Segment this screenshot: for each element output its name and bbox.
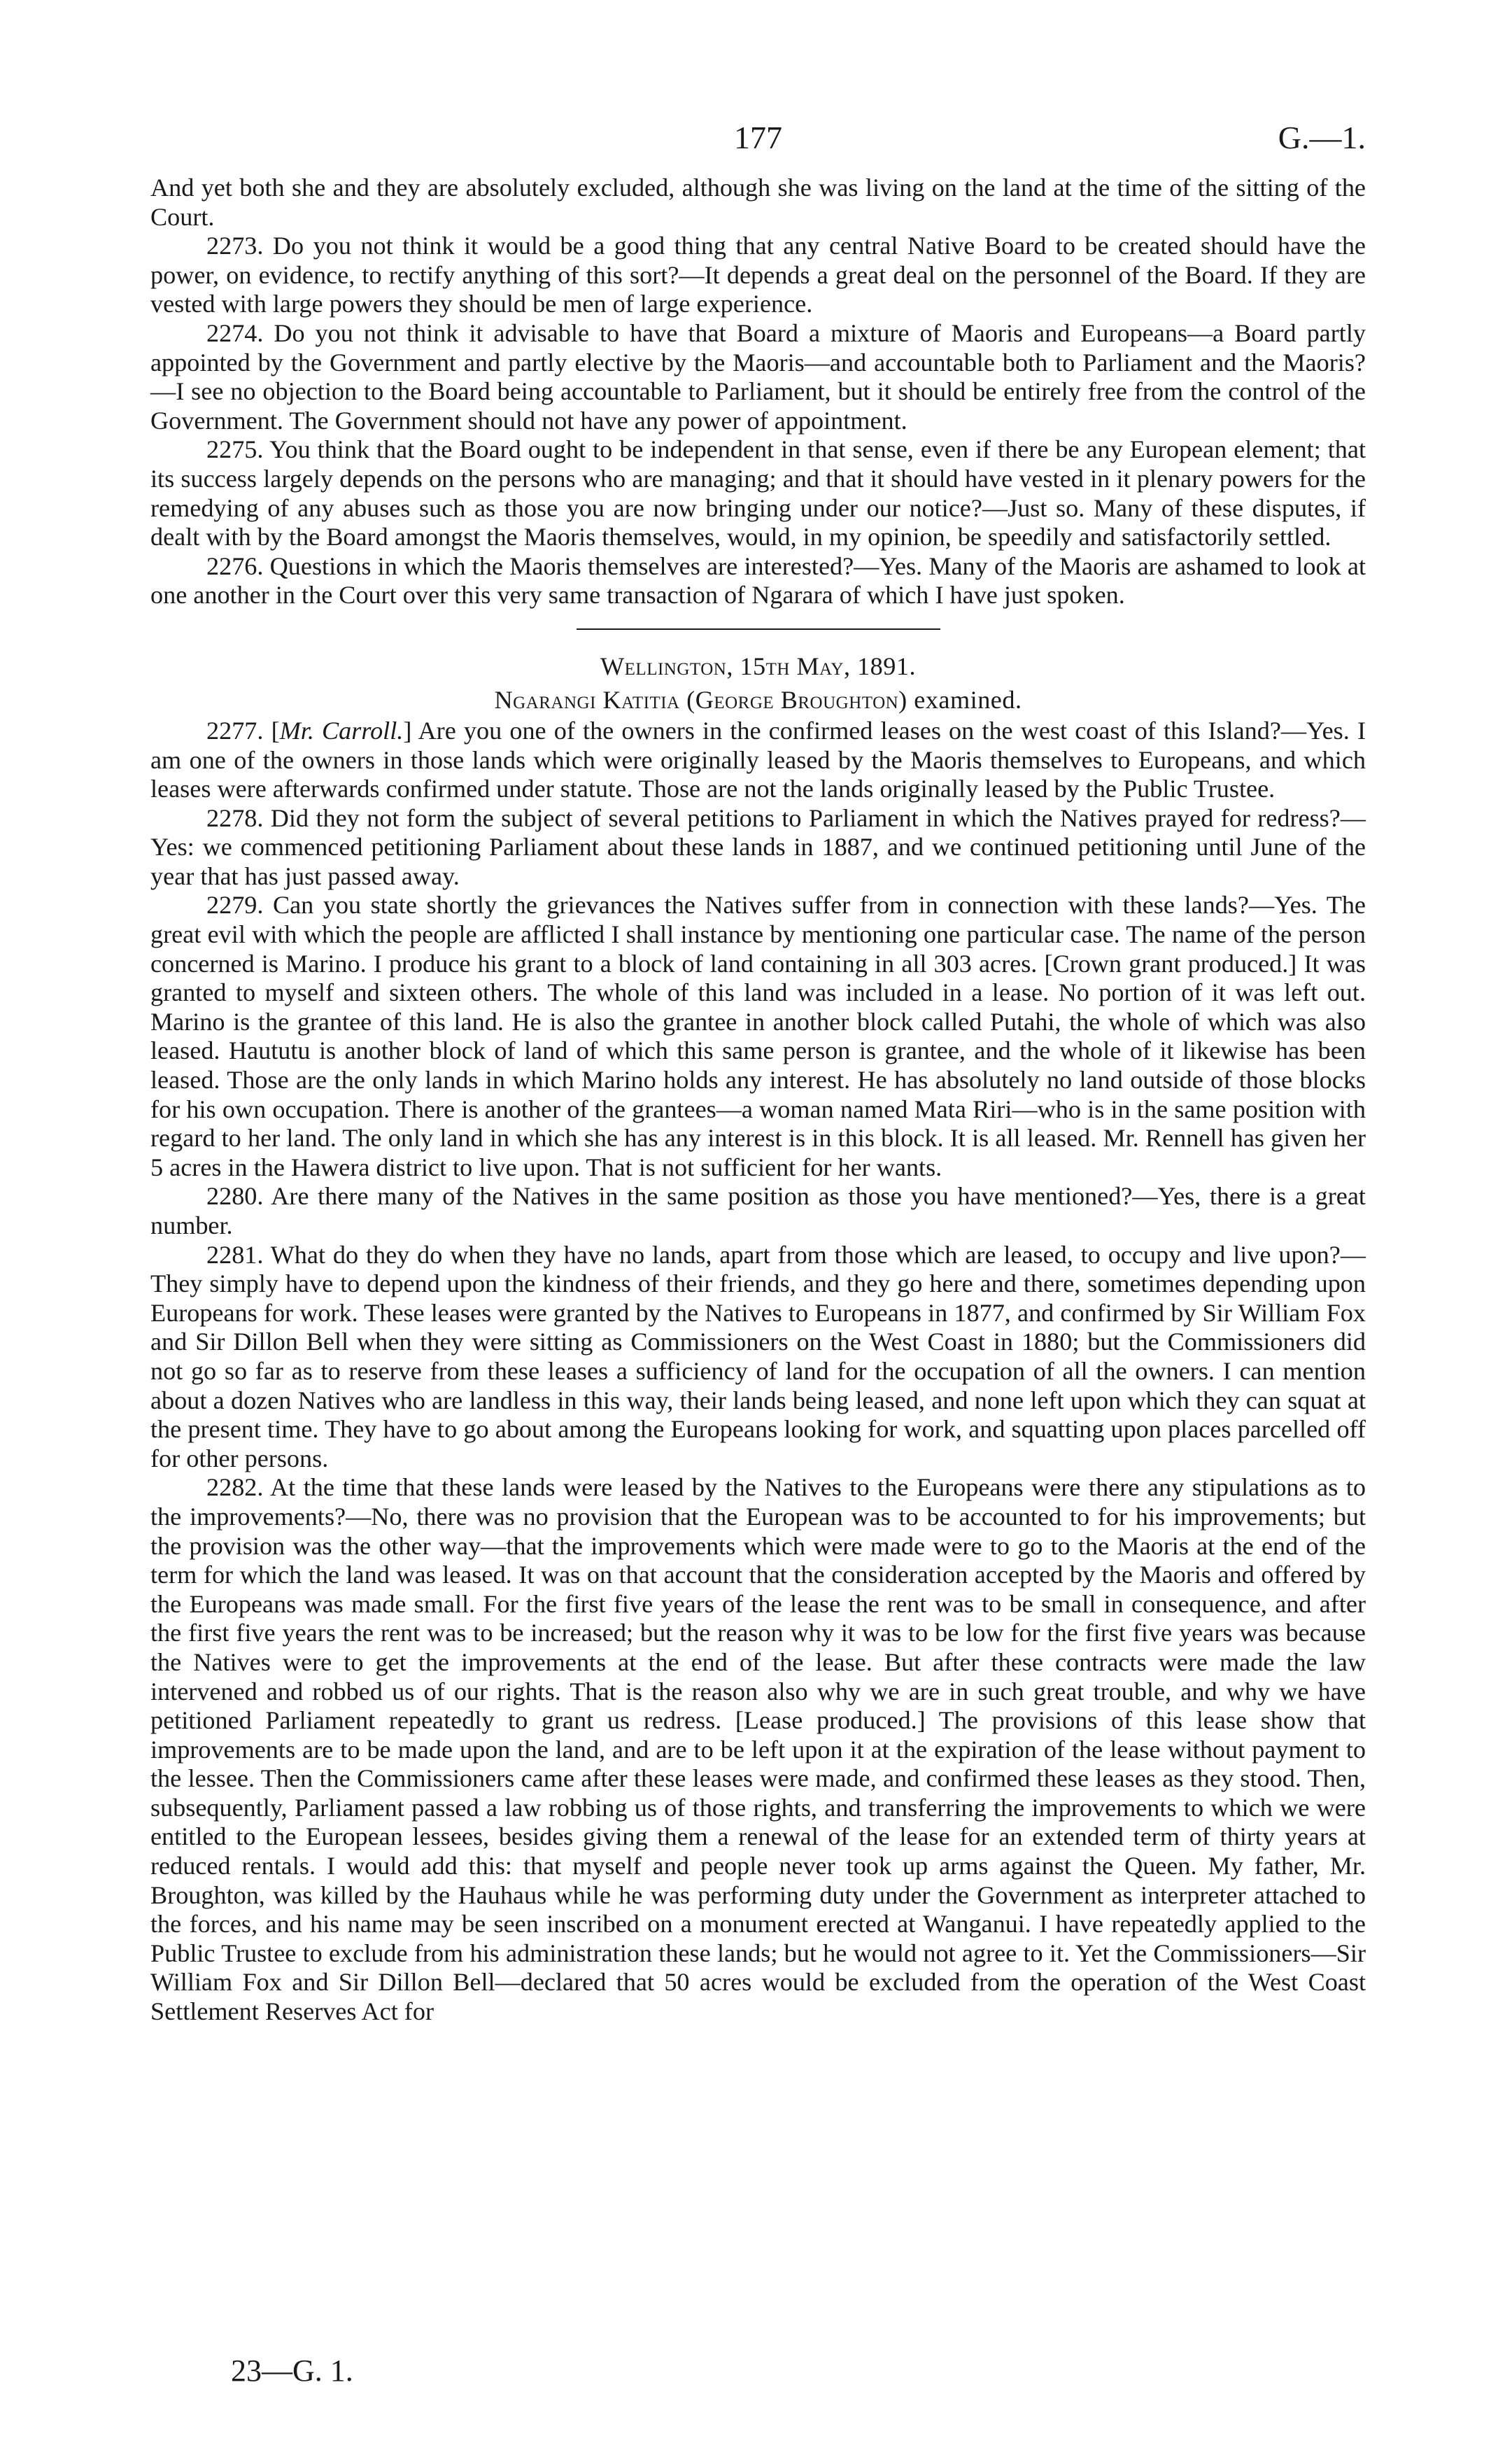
document-page	[150, 119, 1366, 2027]
witness-heading	[150, 683, 1366, 717]
paragraph-2273: 2273. Do you not think it would be a good thing that any central Native Board to be created should have the power, on evidence, to rectify anything of this sort?—It depends a great deal on the personnel of the Board. If they are vested with large powers they should be men of large experience.	[150, 232, 1366, 318]
body-text	[150, 174, 1366, 2027]
paragraph-2279: 2279. Can you state shortly the grievances the Natives suffer from in connection with these lands?—Yes. The great evil with which the people are afflicted I shall instance by mentioning one particular case. The name of the person concerned is Marino. I produce his grant to a block of land containing in all 303 acres. [Crown grant produced.] It was granted to myself and sixteen others. The whole of this land was included in a lease. No portion of it was left out. Marino is the grantee of this land. He is also the grantee in another block called Putahi, the whole of which was also leased. Haututu is another block of land of which this same person is grantee, and the whole of it likewise has been leased. Those are the only lands in which Marino holds any interest. He has absolutely no land outside of those blocks for his own occupation. There is another of the grantees—a woman named Mata Riri—who is in the same position with regard to her land. The only land in which she has any interest is in this block. It is all leased. Mr. Rennell has given her 5 acres in the Hawera district to live upon. That is not sufficient for her wants.	[150, 891, 1366, 1181]
document-code: G.—1.	[1278, 120, 1366, 155]
paragraph-2278: 2278. Did they not form the subject of several petitions to Parliament in which the Natives prayed for redress?—Yes: we commenced petitioning Parliament about these lands in 1887, and we continued petitioning until June of the year that has just passed away.	[150, 803, 1366, 890]
paragraph-2277: 2277. [Mr. Carroll.] Are you one of the owners in the confirmed leases on the west coast of this Island?—Yes. I am one of the owners in those lands which were originally leased by the Maoris themselves to Europeans, and which leases were afterwards confirmed under statute. Those are not the lands originally leased by the Public Trustee.	[150, 716, 1366, 803]
paragraph-2276: 2276. Questions in which the Maoris themselves are interested?—Yes. Many of the Maoris are ashamed to look at one another in the Court over this very same transaction of Ngarara of which I have just spoken.	[150, 551, 1366, 610]
question-number: 2277.	[206, 716, 271, 745]
page-number: 177	[734, 120, 782, 155]
paragraph-2274: 2274. Do you not think it advisable to have that Board a mixture of Maoris and Europeans—a Board partly appointed by the Government and partly elective by the Maoris—and accountable both to Parliament and the Maoris?—I see no objection to the Board being accountable to Parliament, but it should be entirely free from the control of the Government. The Government should not have any power of appointment.	[150, 318, 1366, 435]
section-divider	[577, 628, 940, 630]
speaker-name: Mr. Carroll.	[279, 716, 404, 745]
paragraph-2280: 2280. Are there many of the Natives in the same position as those you have mentioned?—Yes, there is a great number.	[150, 1182, 1366, 1239]
paragraph-2282: 2282. At the time that these lands were leased by the Natives to the Europeans were there any stipulations as to the improvements?—No, there was no provision that the European was to be accounted to for his improvements; but the provision was the other way—that the improvements which were made were to go to the Maoris at the end of the term for which the land was leased. It was on that account that the consideration accepted by the Maoris and offered by the Europeans was made small. For the first five years of the lease the rent was to be small in consequence, and after the first five years the rent was to be increased; but the reason why it was to be low for the first five years was because the Natives were to get the improvements at the end of the lease. But after these contracts were made the law intervened and robbed us of our rights. That is the reason also why we are in such great trouble, and why we have petitioned Parliament repeatedly to grant us redress. [Lease produced.] The provisions of this lease show that improvements are to be made upon the land, and are to be left upon it at the expiration of the lease without payment to the lessee. Then the Commissioners came after these leases were made, and confirmed these leases as they stood. Then, subsequently, Parliament passed a law robbing us of those rights, and transferring the improvements to which we were entitled to the European lessees, besides giving them a renewal of the lease for an extended term of thirty years at reduced rentals. I would add this: that myself and people never took up arms against the Queen. My father, Mr. Broughton, was killed by the Hauhaus while he was performing duty under the Government as interpreter attached to the forces, and his name may be seen inscribed on a monument erected at Wanganui. I have repeatedly applied to the Public Trustee to exclude from his administration these lands; but he would not agree to it. Yet the Commissioners—Sir William Fox and Sir Dillon Bell—declared that 50 acres would be excluded from the operation of the West Coast Settlement Reserves Act for	[150, 1473, 1366, 2026]
witness-name: Ngarangi Katitia (George Broughton)	[494, 685, 907, 714]
paragraph-continuation: And yet both she and they are absolutely excluded, although she was living on the land at the time of the sitting of the Court.	[150, 174, 1366, 231]
page-footer-signature: 23—G. 1.	[231, 2354, 353, 2388]
question-text: ] Are you one of the owners in the confirmed leases on the west coast of this Island?—Yes. I am one of the owners in those lands which were originally leased by the Maoris themselves to Europeans, and which leases were afterwards confirmed under statute. Those are not the lands originally leased by the Public Trustee.	[150, 716, 1366, 803]
paragraph-2275: 2275. You think that the Board ought to be independent in that sense, even if there be any European element; that its success largely depends on the persons who are managing; and that it should have vested in it plenary powers for the remedying of any abuses such as those you are now bringing under our notice?—Just so. Many of these disputes, if dealt with by the Board amongst the Maoris themselves, would, in my opinion, be speedily and satisfactorily settled.	[150, 435, 1366, 551]
paragraph-2281: 2281. What do they do when they have no lands, apart from those which are leased, to occupy and live upon?—They simply have to depend upon the kindness of their friends, and they go here and there, sometimes depending upon Europeans for work. These leases were granted by the Natives to Europeans in 1877, and confirmed by Sir William Fox and Sir Dillon Bell when they were sitting as Commissioners on the West Coast in 1880; but the Commissioners did not go so far as to reserve from these leases a sufficiency of land for the occupation of all the owners. I can mention about a dozen Natives who are landless in this way, their lands being leased, and none left upon which they can squat at the present time. They have to go about among the Europeans looking for work, and squatting upon places parcelled off for other persons.	[150, 1240, 1366, 1472]
page-header	[150, 119, 1366, 161]
section-dateline: Wellington, 15th May, 1891.	[600, 652, 916, 680]
witness-suffix: examined.	[907, 685, 1022, 714]
